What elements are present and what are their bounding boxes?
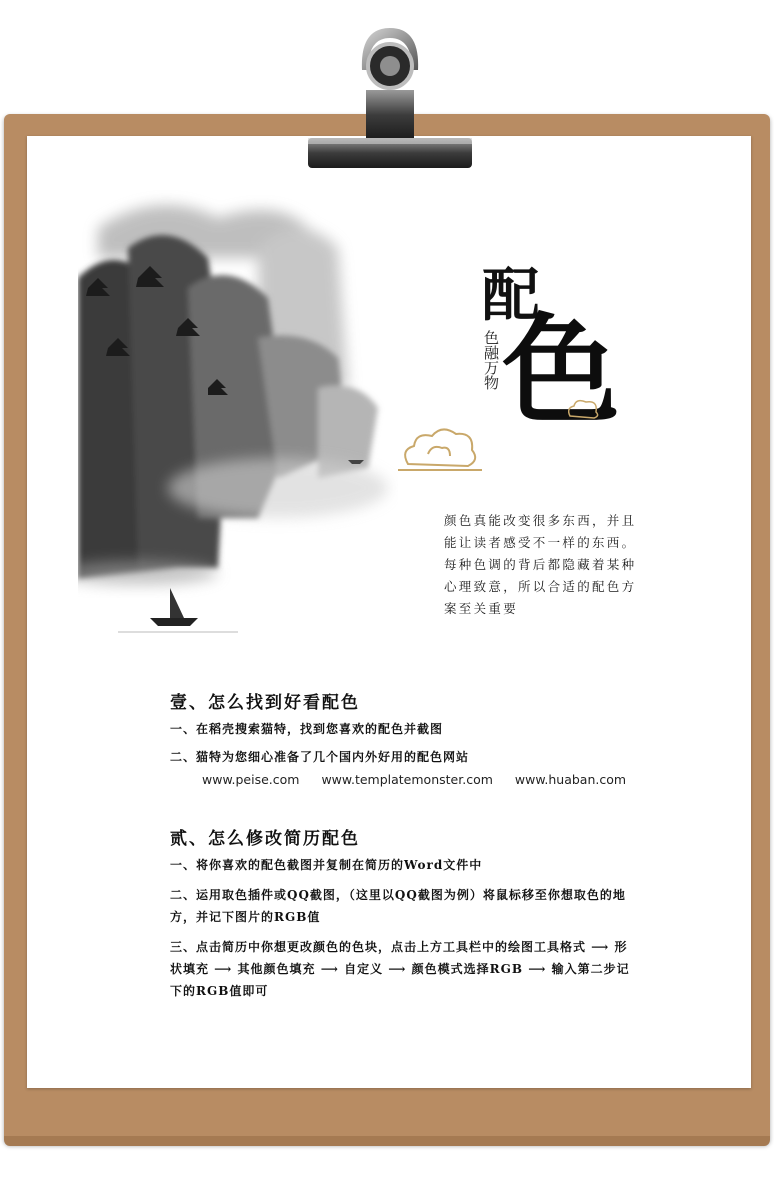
section-1-items: [170, 718, 610, 768]
section-1-item-2: 二、猫特为您细心准备了几个国内外好用的配色网站: [170, 750, 470, 764]
ink-landscape-painting: [78, 188, 398, 648]
section-2-item-2: 二、运用取色插件或QQ截图，（这里以QQ截图为例）将鼠标移至你想取色的地方，并记下图片的RGB值: [170, 888, 626, 924]
section-2-title: 贰、怎么修改简历配色: [170, 829, 360, 849]
section-1-item-1: 一、在稻壳搜索猫特，找到您喜欢的配色并截图: [170, 722, 444, 736]
auspicious-cloud-icon: [398, 420, 482, 476]
poster-subtitle: 色融万物: [482, 330, 500, 390]
section-2-item-3: 三、点击简历中你想更改颜色的色块，点击上方工具栏中的绘图工具格式 ⟶ 形状填充 ⟶ 其他颜色填充 ⟶ 自定义 ⟶ 颜色模式选择RGB ⟶ 输入第二步记下的RGB值即可: [170, 940, 630, 998]
color-websites: [202, 772, 644, 787]
section-1-title: 壹、怎么找到好看配色: [170, 693, 360, 713]
title-character-se: 色: [502, 301, 621, 440]
link-huaban[interactable]: www.huaban.com: [514, 772, 627, 787]
clipboard-board-edge: [4, 1136, 770, 1146]
intro-paragraph: 颜色真能改变很多东西，并且能让读者感受不一样的东西。每种色调的背后都隐藏着某种心理致意，所以合适的配色方案至关重要: [444, 513, 637, 616]
section-2-item-1: 一、将你喜欢的配色截图并复制在简历的Word文件中: [170, 858, 483, 872]
section-1: [170, 688, 360, 713]
section-2-items: [170, 854, 630, 1002]
binder-clip-icon: [300, 20, 480, 180]
link-templatemonster[interactable]: www.templatemonster.com: [321, 772, 493, 787]
auspicious-cloud-icon: [566, 396, 602, 422]
title-character-pei: 配: [482, 261, 543, 329]
link-peise[interactable]: www.peise.com: [202, 772, 300, 787]
sailboat-icon: [118, 588, 238, 632]
section-2: [170, 824, 360, 849]
